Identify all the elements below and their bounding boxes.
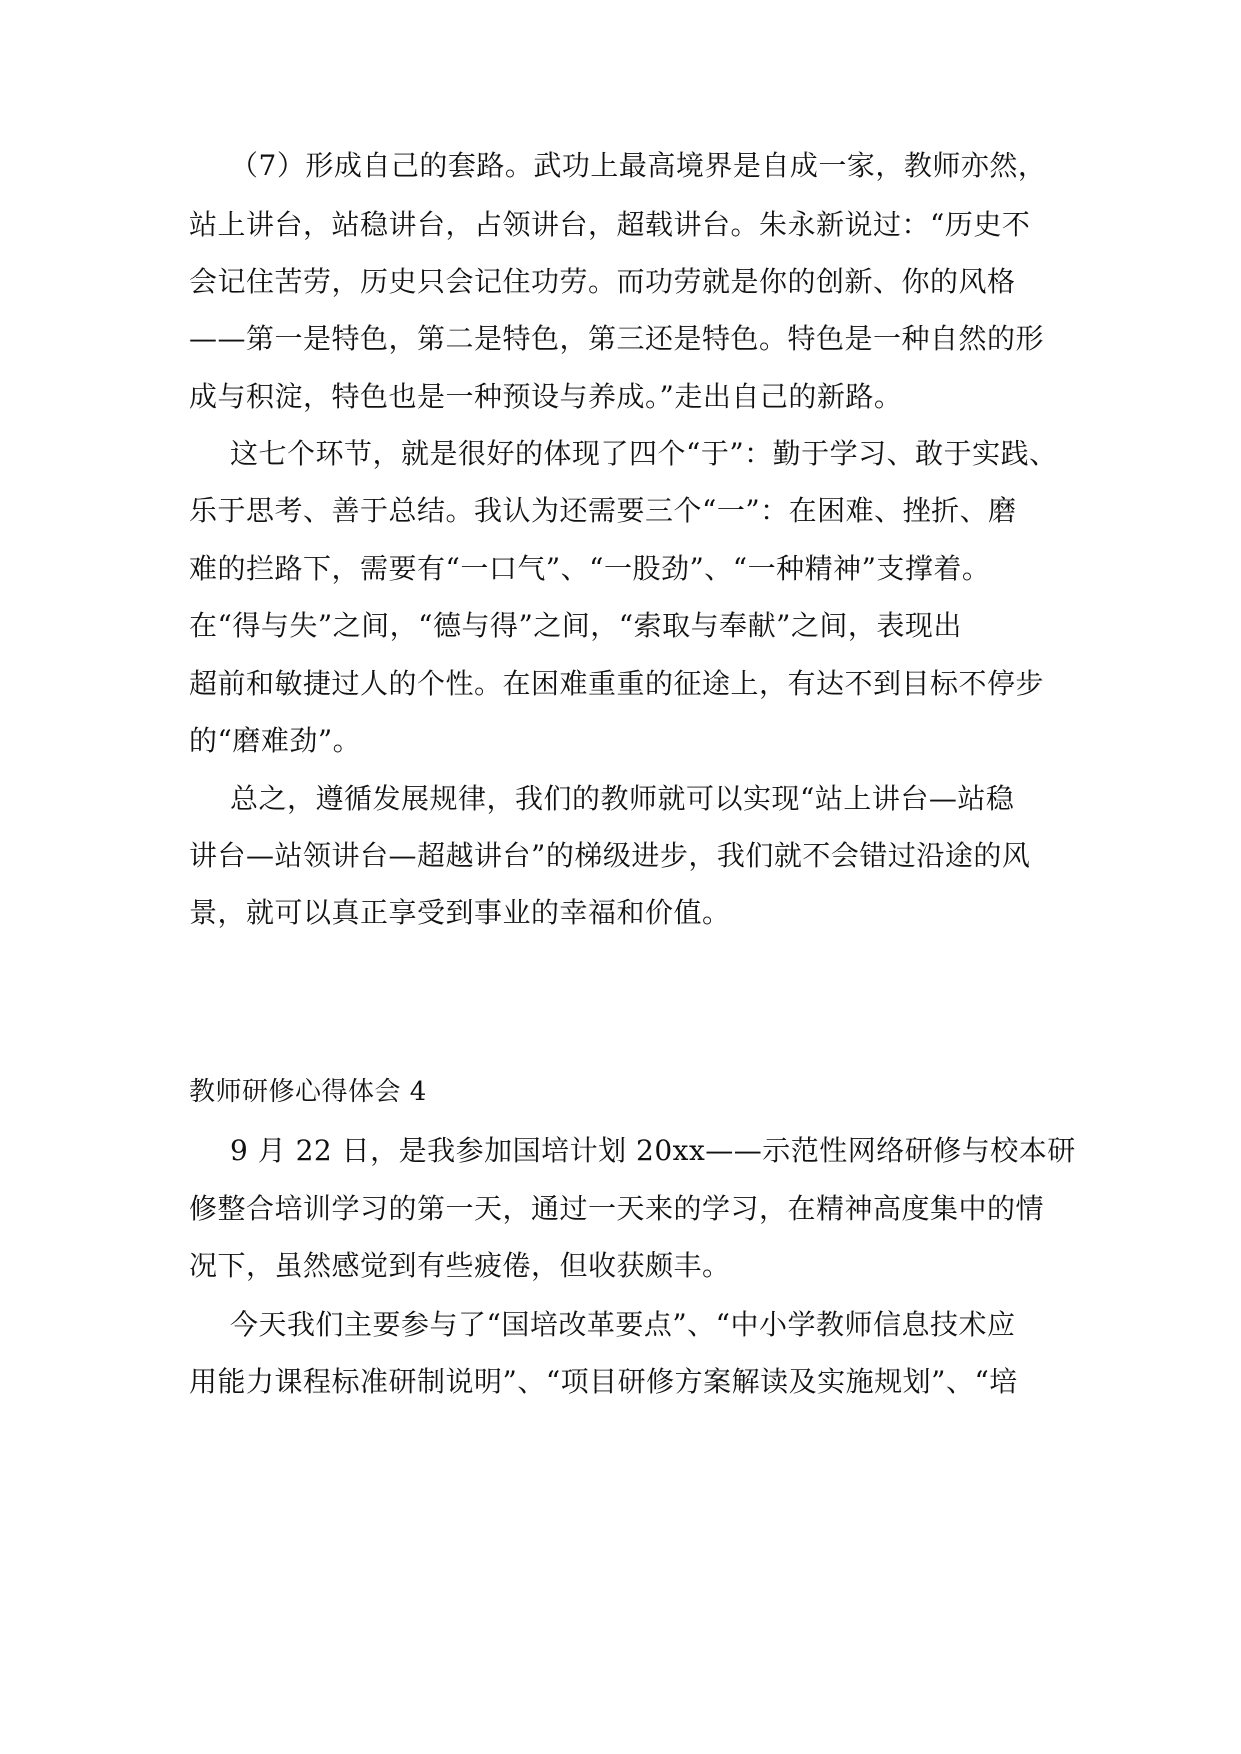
paragraph-line: 难的拦路下，需要有“一口气”、“一股劲”、“一种精神”支撑着。 [189,552,991,585]
paragraph-line: 况下，虽然感觉到有些疲倦，但收获颇丰。 [189,1249,731,1282]
paragraph-line: ——第一是特色，第二是特色，第三还是特色。特色是一种自然的形 [189,322,1045,355]
paragraph-line: 讲台—站领讲台—超越讲台”的梯级进步，我们就不会错过沿途的风 [189,839,1031,872]
paragraph-line: 景，就可以真正享受到事业的幸福和价值。 [189,896,731,929]
paragraph-line: （7）形成自己的套路。武功上最高境界是自成一家，教师亦然， [230,149,1047,182]
paragraph-line: 超前和敏捷过人的个性。在困难重重的征途上，有达不到目标不停步 [189,667,1045,700]
paragraph-line: 总之，遵循发展规律，我们的教师就可以实现“站上讲台—站稳 [230,782,1015,815]
paragraph-line: 在“得与失”之间，“德与得”之间，“索取与奉献”之间，表现出 [189,609,962,642]
paragraph-line: 这七个环节，就是很好的体现了四个“于”：勤于学习、敢于实践、 [230,437,1058,470]
paragraph-line: 会记住苦劳，历史只会记住功劳。而功劳就是你的创新、你的风格 [189,265,1016,298]
paragraph-line: 乐于思考、善于总结。我认为还需要三个“一”：在困难、挫折、磨 [189,494,1017,527]
paragraph-line: 的“磨难劲”。 [189,724,362,757]
paragraph-line: 成与积淀，特色也是一种预设与养成。”走出自己的新路。 [189,380,903,413]
paragraph-line: 修整合培训学习的第一天，通过一天来的学习，在精神高度集中的情 [189,1192,1045,1225]
paragraph-line: 9 月 22 日，是我参加国培计划 20xx——示范性网络研修与校本研 [230,1134,1076,1167]
section-heading: 教师研修心得体会 4 [189,1077,427,1107]
paragraph-line: 今天我们主要参与了“国培改革要点”、“中小学教师信息技术应 [230,1308,1016,1341]
paragraph-line: 用能力课程标准研制说明”、“项目研修方案解读及实施规划”、“培 [189,1365,1018,1398]
paragraph-line: 站上讲台，站稳讲台，占领讲台，超载讲台。朱永新说过：“历史不 [189,208,1031,241]
